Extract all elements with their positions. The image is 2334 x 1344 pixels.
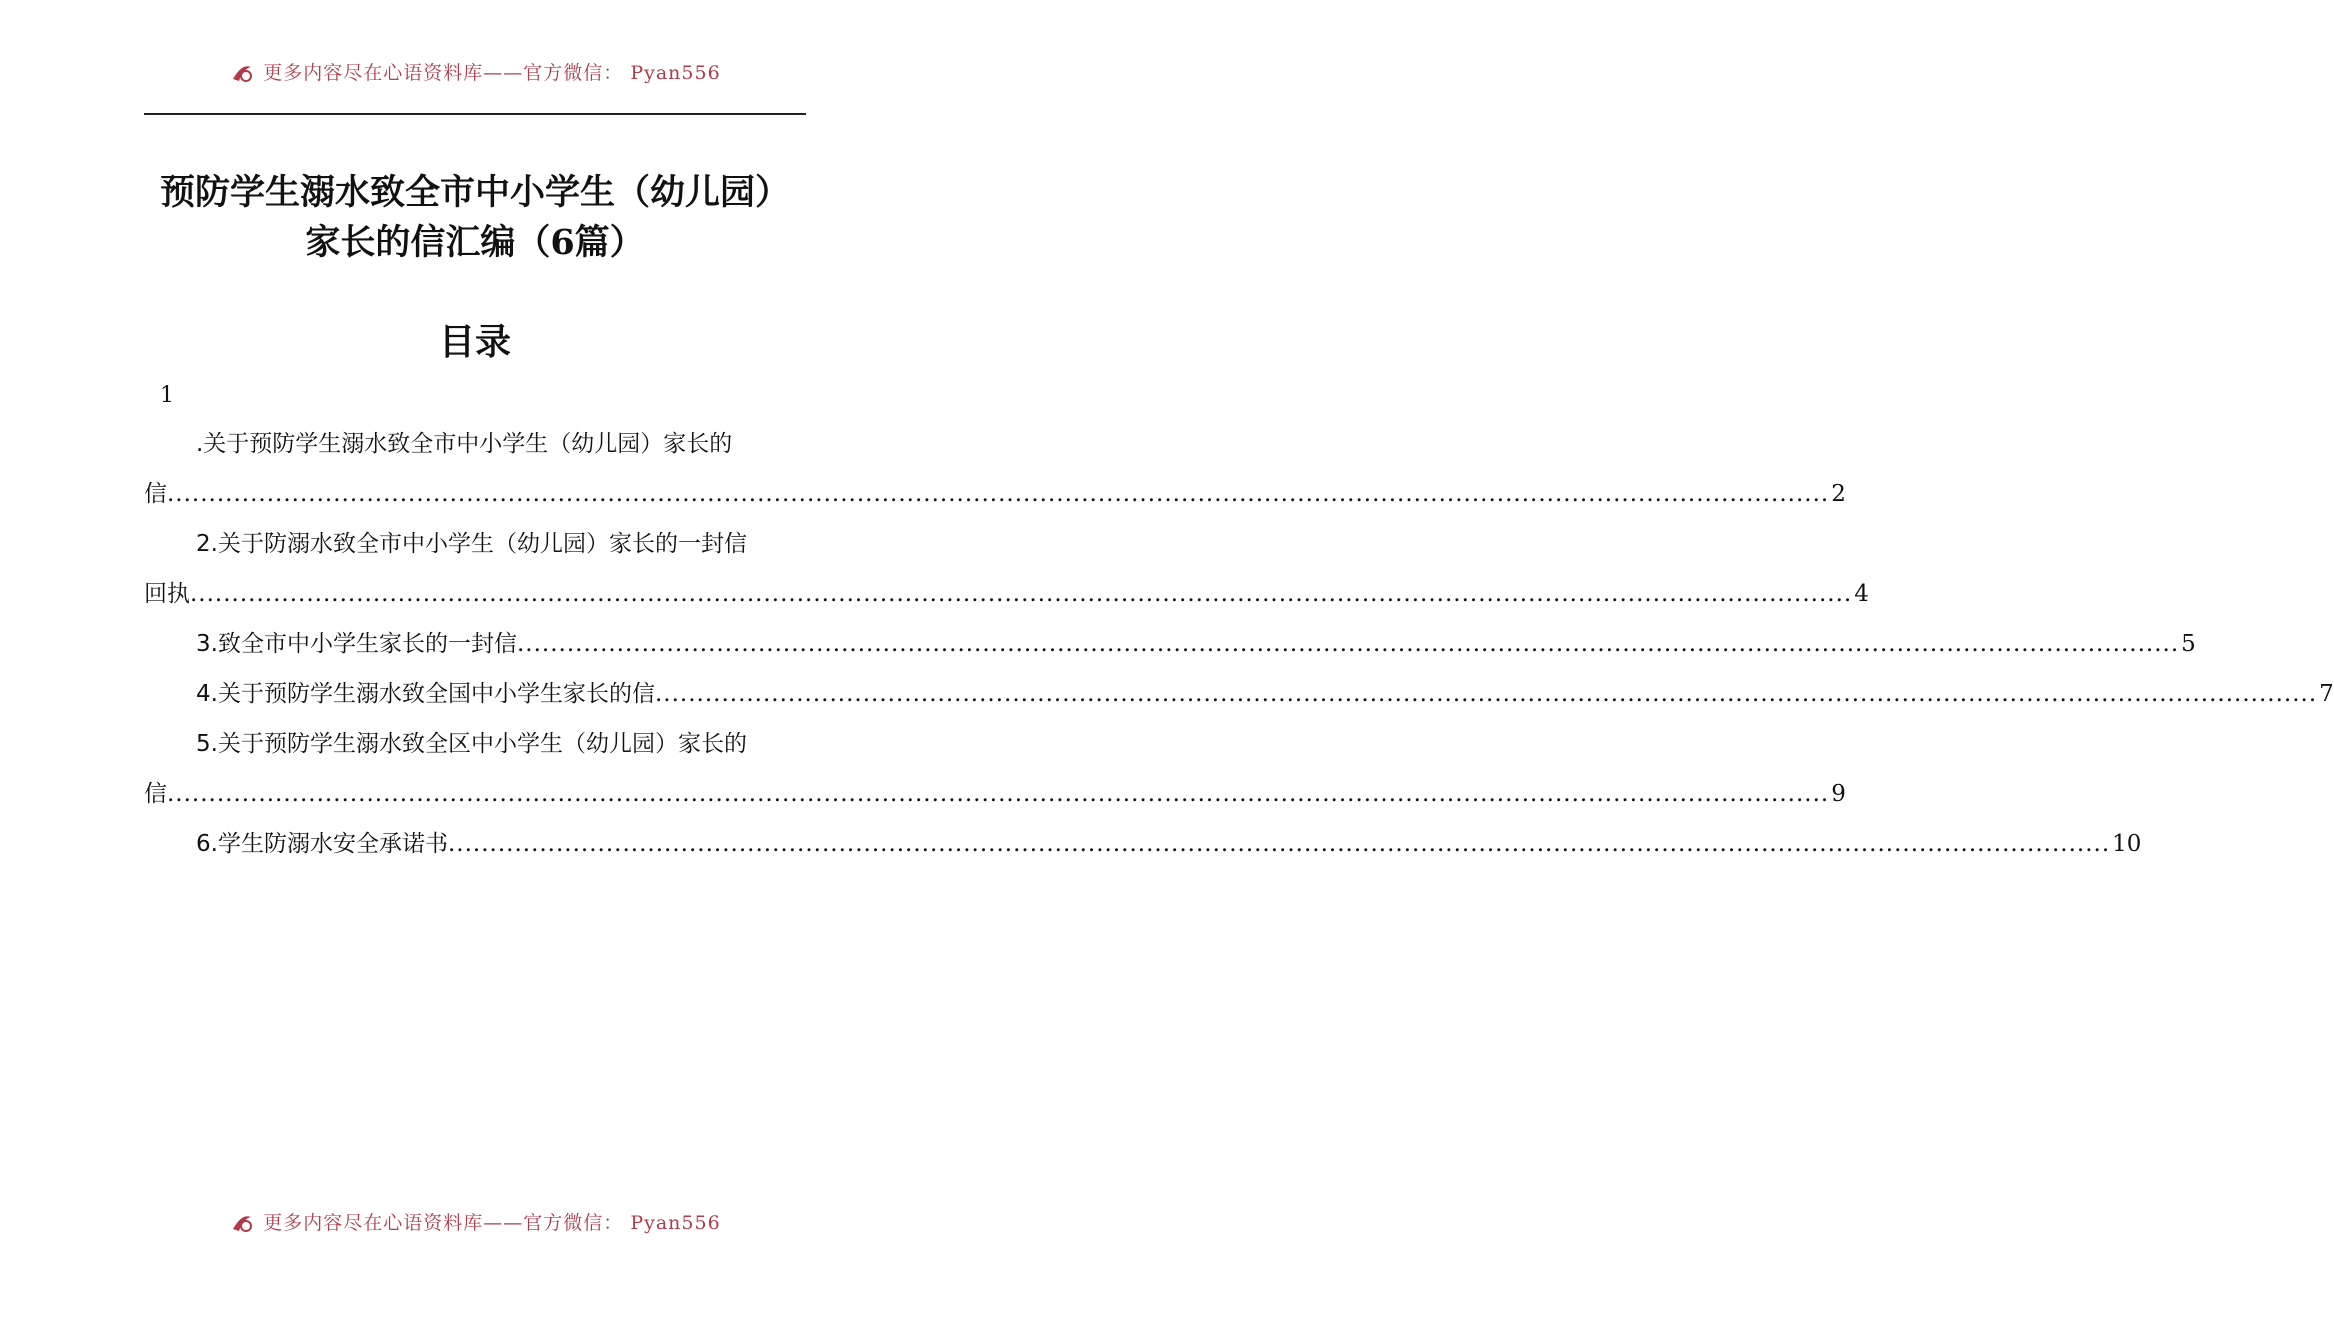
footer-banner [0, 1208, 950, 1238]
toc-page-number: 5 [2181, 631, 2196, 657]
toc-entry-5-line-1[interactable] [196, 724, 806, 764]
toc-entry-text: 5.关于预防学生溺水致全区中小学生（幼儿园）家长的 [196, 731, 747, 757]
toc-entry-2-line-2[interactable] [144, 574, 1869, 614]
toc-leader-dots: ........................................................................................................................................................................................................ [654, 681, 2318, 707]
header-banner-text: 更多内容尽在心语资料库——官方微信： Pyan556 [263, 62, 721, 84]
toc-leader-dots: ........................................................................................................................................................................................................ [167, 481, 1830, 507]
toc-entry-1-line-1[interactable] [196, 424, 806, 464]
toc-leader-dots: ........................................................................................................................................................................................................ [516, 631, 2180, 657]
toc-entry-text: 回执 [144, 581, 190, 607]
header-banner [0, 58, 950, 88]
toc-entry-6[interactable] [196, 824, 2142, 864]
toc-page-number: 4 [1854, 581, 1869, 607]
toc-page-number: 2 [1831, 481, 1846, 507]
header-rule [144, 113, 806, 115]
toc-entry-4[interactable] [196, 674, 2334, 714]
toc-entry-1-line-2[interactable] [144, 474, 1846, 514]
toc-entry-text: .关于预防学生溺水致全市中小学生（幼儿园）家长的 [196, 431, 733, 457]
toc-leader-dots: ........................................................................................................................................................................................................ [190, 581, 1853, 607]
document-title [144, 168, 806, 268]
toc-page-number: 10 [2112, 831, 2142, 857]
logo-icon [229, 59, 255, 85]
logo-icon [229, 1209, 255, 1235]
toc-page-number: 7 [2319, 681, 2334, 707]
document-title-line-2: 家长的信汇编（6篇） [305, 222, 645, 263]
toc-entry-text: 信 [144, 781, 167, 807]
toc-entry-text: 4.关于预防学生溺水致全国中小学生家长的信 [196, 681, 655, 707]
toc-entry-text: 3.致全市中小学生家长的一封信 [196, 631, 517, 657]
toc-entry-3[interactable] [196, 624, 2196, 664]
toc-page-number: 9 [1831, 781, 1846, 807]
toc-title: 目录 [438, 321, 511, 363]
toc-entry-2-line-1[interactable] [196, 524, 806, 564]
toc-entry-text: 信 [144, 481, 167, 507]
toc-entry-text: 6.学生防溺水安全承诺书 [196, 831, 448, 857]
toc-entry-text: 2.关于防溺水致全市中小学生（幼儿园）家长的一封信 [196, 531, 747, 557]
toc-entry-5-line-2[interactable] [144, 774, 1846, 814]
toc-leader-dots: ........................................................................................................................................................................................................ [167, 781, 1830, 807]
footer-banner-text: 更多内容尽在心语资料库——官方微信： Pyan556 [263, 1212, 721, 1234]
toc-lead-number: 1 [160, 383, 174, 408]
document-title-line-1: 预防学生溺水致全市中小学生（幼儿园） [159, 172, 790, 213]
toc-leader-dots: ........................................................................................................................................................................................................ [447, 831, 2111, 857]
